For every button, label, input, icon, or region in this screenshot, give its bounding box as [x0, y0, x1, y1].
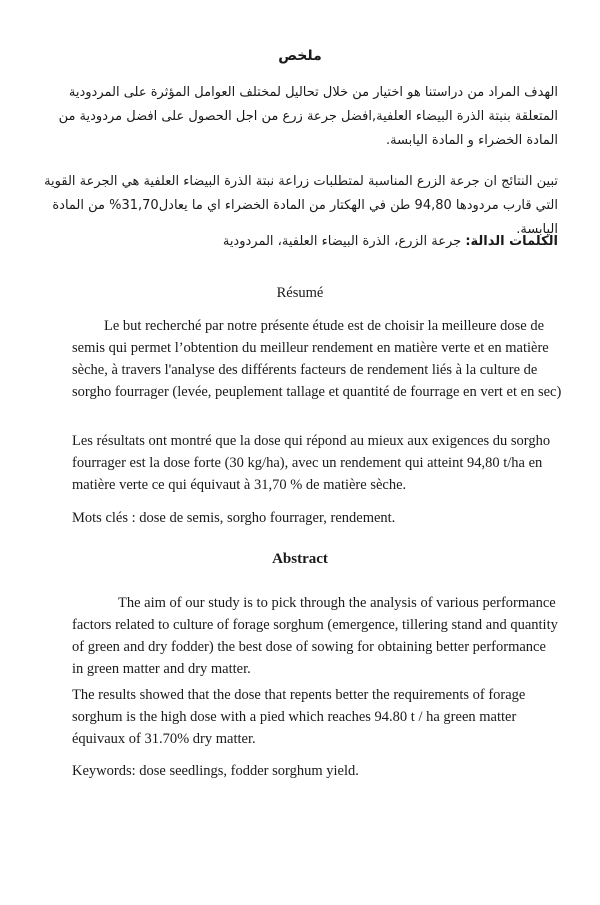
french-keywords: Mots clés : dose de semis, sorgho fourrager, rendement.	[72, 510, 396, 526]
english-keywords: Keywords: dose seedlings, fodder sorghum yield.	[72, 763, 359, 779]
french-abstract-title: Résumé	[276, 285, 324, 301]
french-abstract-paragraph-1: Le but recherché par notre présente étude est de choisir la meilleure dose de semis qui permet l’obtention du meilleur rendement en matière verte et en matière sèche, à travers l'analyse des différents facteurs de rendement liés à la culture de sorgho fourrager (levée, peuplement tallage et quantité de fourrage en vert et en sec)	[72, 318, 562, 400]
french-abstract-paragraph-2: Les résultats ont montré que la dose qui répond au mieux aux exigences du sorgho fourrager est la dose forte (30 kg/ha), avec un rendement qui atteint 94,80 t/ha en matière verte ce qui équivaut à 31,70 % de matière sèche.	[72, 433, 551, 493]
arabic-abstract-paragraph-2: تبين النتائج ان جرعة الزرع المناسبة لمتطلبات زراعة نبتة الذرة البيضاء العلفية هي الجرعة القوية التي قارب مردودها 94,80 طن في الهكتار من المادة الخضراء اي ما يعادل31,70% من المادة اليابسة.	[44, 174, 558, 237]
arabic-keywords	[40, 230, 558, 254]
arabic-keywords-text: جرعة الزرع، الذرة البيضاء العلفية، المردودية	[222, 234, 466, 249]
english-abstract-paragraph-2: The results showed that the dose that repents better the requirements of forage sorghum is the high dose with a pied which reaches 94.80 t / ha green matter équivaux of 31.70% dry matter.	[72, 687, 526, 747]
arabic-keywords-label: الكلمات الدالة:	[465, 234, 558, 249]
arabic-abstract-paragraph-1: الهدف المراد من دراستنا هو اختيار من خلال تحاليل لمختلف العوامل المؤثرة على المردودية المتعلقة بنبتة الذرة البيضاء العلفية,افضل جرعة زرع من اجل الحصول على افضل مردودية من المادة الخضراء و المادة اليابسة.	[58, 85, 558, 148]
arabic-abstract-title: ملخص	[278, 48, 322, 64]
english-abstract-paragraph-1: The aim of our study is to pick through the analysis of various performance factors related to culture of forage sorghum (emergence, tillering stand and quantity of green and dry fodder) the best dose of sowing for obtaining better performance in green matter and dry matter.	[72, 595, 558, 677]
english-abstract-title: Abstract	[272, 551, 328, 567]
